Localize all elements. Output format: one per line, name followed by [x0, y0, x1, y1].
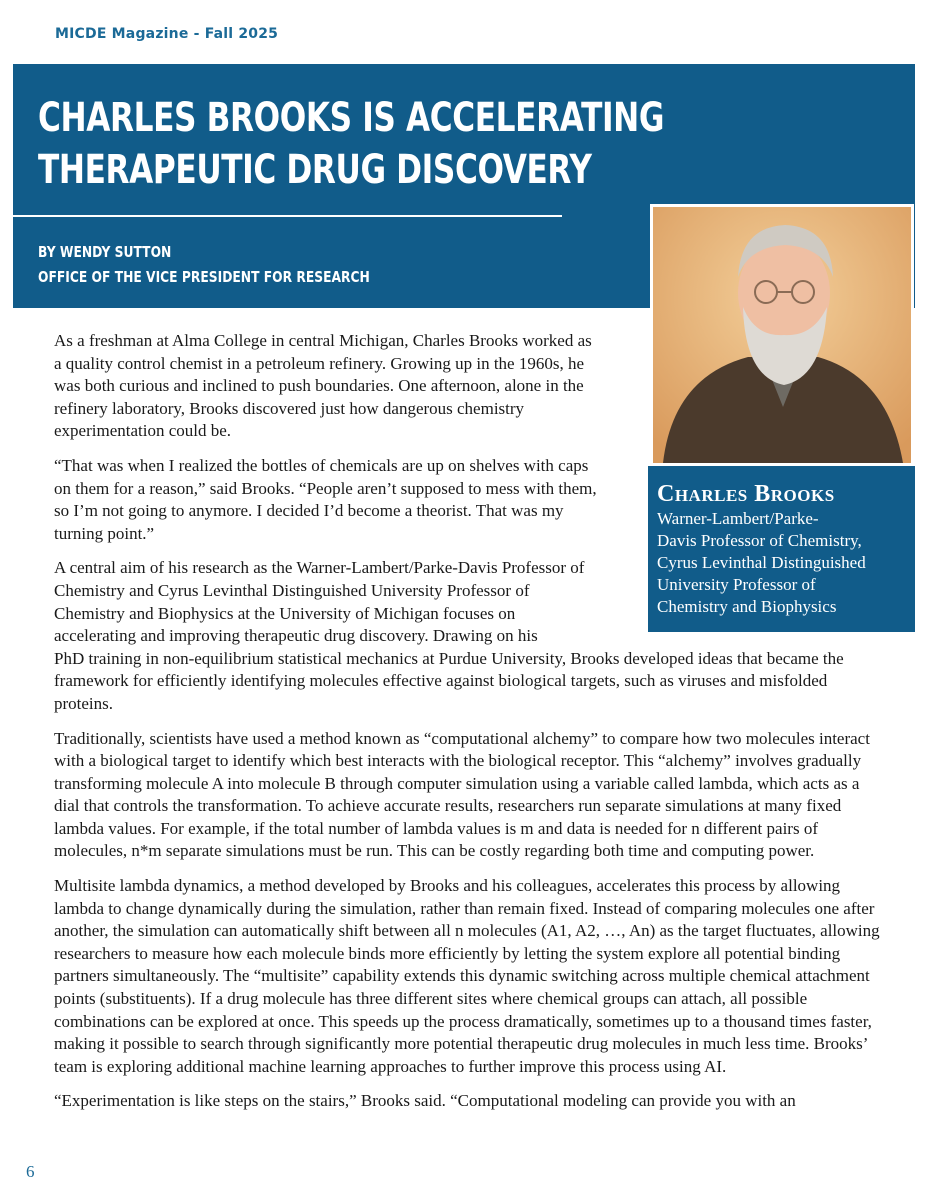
article-body [54, 330, 884, 1125]
byline-office: OFFICE OF THE VICE PRESIDENT FOR RESEARCH [38, 268, 370, 286]
paragraph-2: “That was when I realized the bottles of chemicals are up on shelves with caps on them for a reason,” said Brooks. “People aren’t supposed to mess with them, so I’m not going to anymore. I decided I’d become a theorist. That was my turning point.” [54, 455, 597, 543]
article-title [38, 92, 665, 196]
caption-title-line: Davis Professor of Chemistry, [657, 531, 862, 550]
byline-author: BY WENDY SUTTON [38, 243, 172, 261]
title-line-1: CHARLES BROOKS IS ACCELERATING [38, 95, 665, 141]
byline [38, 240, 370, 290]
title-divider [13, 215, 562, 217]
paragraph-3a-text: A central aim of his research as the Warner-Lambert/Parke-Davis Professor of Chemistry and Cyrus Levinthal Distinguished University Professor of Chemistry and Biophysics at the University of Michigan focuses on accelerating and improving therapeutic drug discovery. Drawing on his [54, 558, 585, 646]
paragraph-5: Multisite lambda dynamics, a method developed by Brooks and his colleagues, accelerates this process by allowing lambda to change dynamically during the simulation, rather than remain fixed. Instead of comparing molecules one after another, the simulation can automatically shift between all n molecules (A1, A2, …, An) as the target fluctuates, allowing researchers to measure how each molecule binds more efficiently by letting the system explore all potential binding partners simultaneously. The “multisite” capability extends this dynamic switching across multiple chemical attachment points (substituents). If a drug molecule has three different sites where chemical groups can attach, all possible combinations can be explored at once. This speeds up the process dramatically, sometimes up to a thousand times faster, making it possible to search through significantly more potential therapeutic drug molecules in much less time. Brooks’ team is exploring additional machine learning approaches to further improve this process using AI. [54, 876, 880, 1076]
paragraph-6: “Experimentation is like steps on the stairs,” Brooks said. “Computational modeling can provide you with an [54, 1091, 796, 1111]
caption-title-line: Warner-Lambert/Parke- [657, 509, 819, 528]
caption-title-line: Cyrus Levinthal Distinguished [657, 553, 866, 572]
paragraph-4: Traditionally, scientists have used a method known as “computational alchemy” to compare how two molecules interact with a biological target to identify which best interacts with the biological receptor. This “alchemy” involves gradually transforming molecule A into molecule B through computer simulation using a variable called lambda, which acts as a dial that controls the transformation. To achieve accurate results, researchers run separate simulations at many fixed lambda values. For example, if the total number of lambda values is m and data is needed for n different pairs of molecules, n*m separate simulations must be run. This can be costly regarding both time and computing power. [54, 728, 870, 861]
title-line-2: THERAPEUTIC DRUG DISCOVERY [38, 147, 592, 193]
caption-title-line: University Professor of [657, 575, 816, 594]
caption-title-line: Chemistry and Biophysics [657, 597, 837, 616]
paragraph-1: As a freshman at Alma College in central Michigan, Charles Brooks worked as a quality control chemist in a petroleum refinery. Growing up in the 1960s, he was both curious and inclined to push boundaries. One afternoon, alone in the refinery laboratory, Brooks discovered just how dangerous chemistry experimentation could be. [54, 331, 592, 441]
paragraph-3b: PhD training in non-equilibrium statistical mechanics at Purdue University, Brooks developed ideas that became the framework for efficiently identifying molecules effective against biological targets, such as viruses and misfolded proteins. [54, 648, 844, 713]
caption-name: Charles Brooks [657, 481, 835, 507]
page-number: 6 [26, 1162, 35, 1181]
paragraph-3a [54, 557, 884, 647]
magazine-masthead: MICDE Magazine - Fall 2025 [55, 26, 279, 42]
